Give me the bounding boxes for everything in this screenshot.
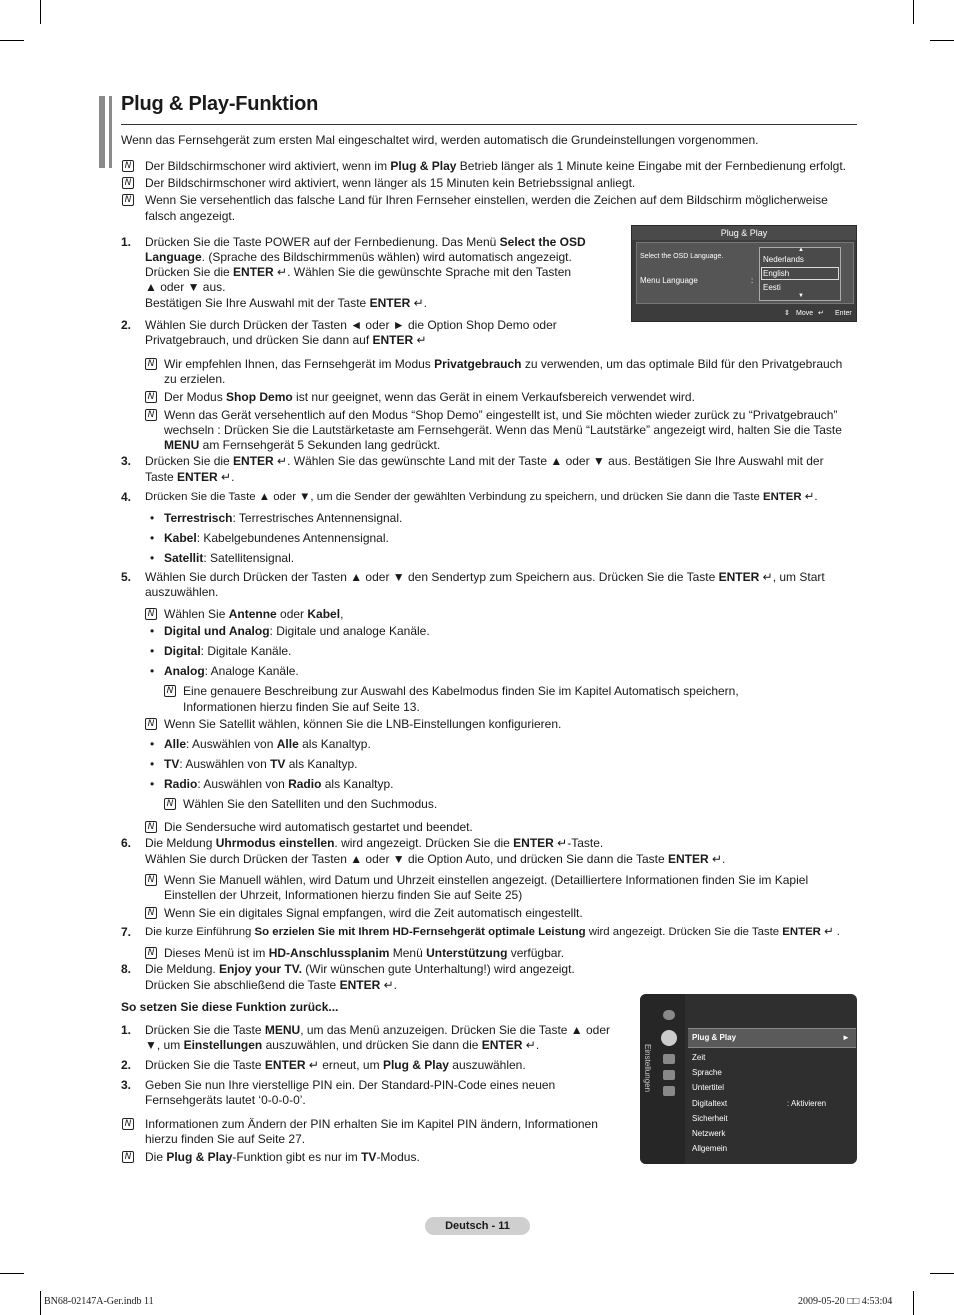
note-icon: N <box>145 907 157 919</box>
picture-icon[interactable] <box>663 1010 675 1020</box>
step-text: Die Meldung. Enjoy your TV. (Wir wünschen gute Unterhaltung!) wird angezeigt. <box>145 962 575 976</box>
step-number: 1. <box>121 235 132 249</box>
note-text: Wählen Sie den Satelliten und den Suchmodus. <box>183 797 438 811</box>
step-number: 6. <box>121 836 132 850</box>
support-icon[interactable] <box>663 1086 675 1096</box>
note-icon: N <box>122 177 134 189</box>
enter-key-icon: ↵ <box>708 852 723 866</box>
page-number-badge: Deutsch - 11 <box>425 1217 530 1235</box>
step-number: 1. <box>121 1023 132 1037</box>
step-text: Taste ENTER ↵. <box>145 470 235 484</box>
note-icon: N <box>145 874 157 886</box>
note-icon: N <box>122 194 134 206</box>
step-text: Die kurze Einführung So erzielen Sie mit Ihrem HD-Fernsehgerät optimale Leistung wird angezeigt. Drücken Sie die Taste ENTER ↵ . <box>145 926 840 938</box>
enter-key-icon: ↵ <box>759 570 773 584</box>
bullet-text: Satellit: Satellitensignal. <box>164 551 295 565</box>
note-text: Wenn Sie ein digitales Signal empfangen, wird die Zeit automatisch eingestellt. <box>164 906 583 920</box>
note-text: Der Modus Shop Demo ist nur geeignet, wenn das Gerät in einem Verkaufsbereich verwendet wird. <box>164 390 695 404</box>
note-text: wechseln : Drücken Sie die Lautstärketaste am Fernsehgerät. Wenn das Menü “Lautstärke” angezeigt wird, halten Sie die Taste <box>164 423 842 437</box>
note-text: Die Sendersuche wird automatisch gestartet und beendet. <box>164 820 473 834</box>
crop-mark <box>40 1291 41 1315</box>
bullet-icon: • <box>150 737 155 751</box>
note-icon: N <box>164 798 176 810</box>
step-text: Privatgebrauch, und drücken Sie dann auf ENTER ↵ <box>145 333 427 347</box>
enter-key-icon: ↵ <box>305 1058 319 1072</box>
step-number: 2. <box>121 1058 132 1072</box>
step-text: Die Meldung Uhrmodus einstellen. wird angezeigt. Drücken Sie die ENTER ↵-Taste. <box>145 836 604 850</box>
crop-mark <box>0 40 24 41</box>
note-text: MENU am Fernsehgerät 5 Sekunden lang gedrückt. <box>164 438 441 452</box>
step-text: Wählen Sie durch Drücken der Tasten ▲ oder ▼ die Option Auto, und drücken Sie dann die Taste ENTER ↵. <box>145 852 726 866</box>
note-icon: N <box>122 1151 134 1163</box>
osd-language-menu <box>631 225 857 322</box>
step-text: Geben Sie nun Ihre vierstellige PIN ein. Der Standard-PIN-Code eines neuen <box>145 1078 556 1092</box>
step-text: Drücken Sie abschließend die Taste ENTER ↵. <box>145 978 397 992</box>
note-icon: N <box>145 821 157 833</box>
enter-key-icon: ↵ <box>273 265 288 279</box>
enter-key-icon: ↵ <box>553 836 568 850</box>
enter-key-icon: ↵ <box>273 454 288 468</box>
note-text: Einstellen der Uhrzeit, Informationen hierzu finden Sie auf Seite 25) <box>164 888 523 902</box>
bullet-icon: • <box>150 664 155 678</box>
note-icon: N <box>122 160 134 172</box>
osd-option-selected[interactable]: English <box>763 269 790 278</box>
step-text: Drücken Sie die ENTER ↵. Wählen Sie das gewünschte Land mit der Taste ▲ oder ▼ aus. Bestätigen Sie Ihre Auswahl mit der <box>145 454 824 468</box>
step-text: Drücken Sie die Taste ENTER ↵ erneut, um Plug & Play auszuwählen. <box>145 1058 526 1072</box>
note-icon: N <box>122 1118 134 1130</box>
step-number: 4. <box>121 490 132 504</box>
osd-menu-item[interactable]: Sprache <box>692 1068 722 1077</box>
osd-menu-item[interactable]: Netzwerk <box>692 1129 726 1138</box>
note-text: Dieses Menü ist im HD-Anschlussplanim Menü Unterstützung verfügbar. <box>164 946 565 960</box>
page-title: Plug & Play-Funktion <box>121 93 319 115</box>
bullet-icon: • <box>150 551 155 565</box>
osd-menu-item[interactable]: Allgemein <box>692 1144 728 1153</box>
osd-header: Plug & Play <box>632 226 856 240</box>
note-icon: N <box>145 409 157 421</box>
bullet-icon: • <box>150 511 155 525</box>
osd-menu-item[interactable]: Sicherheit <box>692 1114 728 1123</box>
title-accent-bar <box>109 96 112 168</box>
note-icon: N <box>145 391 157 403</box>
bullet-icon: • <box>150 644 155 658</box>
osd-menu-item-selected[interactable]: Plug & Play <box>692 1033 737 1042</box>
title-accent-bar <box>99 96 105 168</box>
step-number: 7. <box>121 925 132 939</box>
note-icon: N <box>164 685 176 697</box>
section-heading: So setzen Sie diese Funktion zurück... <box>121 1000 339 1014</box>
enter-key-icon: ↵ <box>380 978 394 992</box>
move-icon: ⇕ <box>784 310 790 317</box>
bullet-text: Digital und Analog: Digitale und analoge Kanäle. <box>164 624 430 638</box>
bullet-icon: • <box>150 777 155 791</box>
footer-date: 2009-05-20 □□ 4:53:04 <box>798 1296 893 1307</box>
footer-file: BN68-02147A-Ger.indb 11 <box>44 1296 154 1307</box>
arrow-down-icon: ▼ <box>798 293 804 299</box>
bullet-text: Kabel: Kabelgebundenes Antennensignal. <box>164 531 389 545</box>
osd-colon: : <box>751 276 754 285</box>
input-icon[interactable] <box>663 1054 675 1064</box>
step-text: ▲ oder ▼ aus. <box>145 280 226 294</box>
note-text: Wir empfehlen Ihnen, das Fernsehgerät im Modus Privatgebrauch zu verwenden, um das optimale Bild für den Privatgebrauch <box>164 357 843 371</box>
bullet-icon: • <box>150 531 155 545</box>
crop-mark <box>913 0 914 24</box>
osd-option[interactable]: Eesti <box>763 283 781 292</box>
step-number: 5. <box>121 570 132 584</box>
note-text: Wenn Sie versehentlich das falsche Land für Ihren Fernseher einstellen, werden die Zeichen auf dem Bildschirm möglicherweise <box>145 193 828 207</box>
bullet-text: Analog: Analoge Kanäle. <box>164 664 299 678</box>
osd-menu-item[interactable]: Untertitel <box>692 1083 725 1092</box>
note-icon: N <box>145 947 157 959</box>
crop-mark <box>0 1273 24 1274</box>
note-text: falsch angezeigt. <box>145 209 236 223</box>
osd-side-label: Einstellungen <box>643 1044 652 1093</box>
step-text: ▼, um Einstellungen auszuwählen, und drücken Sie dann die ENTER ↵. <box>145 1038 540 1052</box>
note-text: Die Plug & Play-Funktion gibt es nur im TV-Modus. <box>145 1150 420 1164</box>
step-text: Wählen Sie durch Drücken der Tasten ▲ oder ▼ den Sendertyp zum Speichern aus. Drücken Sie die Taste ENTER ↵, um Start <box>145 570 825 584</box>
osd-move-label: Move <box>796 310 814 317</box>
step-number: 3. <box>121 454 132 468</box>
enter-key-icon: ↵ <box>410 296 424 310</box>
step-text: Fernsehgeräts lautet ‘0-0-0-0’. <box>145 1093 306 1107</box>
note-text: Der Bildschirmschoner wird aktiviert, wenn länger als 15 Minuten kein Betriebssignal anliegt. <box>145 176 636 190</box>
bullet-text: TV: Auswählen von TV als Kanaltyp. <box>164 757 358 771</box>
step-number: 3. <box>121 1078 132 1092</box>
bullet-icon: • <box>150 757 155 771</box>
note-text: Wenn Sie Manuell wählen, wird Datum und Uhrzeit einstellen angezeigt. (Detailliertere Informationen finden Sie im Kapiel <box>164 873 809 887</box>
enter-key-icon: ↵ <box>801 491 815 503</box>
crop-mark <box>930 1273 954 1274</box>
note-text: Der Bildschirmschoner wird aktiviert, wenn im Plug & Play Betrieb länger als 1 Minute keine Eingabe mit der Fernbedienung erfolgt. <box>145 159 847 173</box>
arrow-up-icon: ▲ <box>798 247 804 253</box>
step-text: Wählen Sie durch Drücken der Tasten ◄ oder ► die Option Shop Demo oder <box>145 318 557 332</box>
osd-option[interactable]: Nederlands <box>763 255 804 264</box>
step-text: Drücken Sie die Taste ▲ oder ▼, um die Sender der gewählten Verbindung zu speichern, und drücken Sie dann die Taste ENTER ↵. <box>145 491 818 503</box>
note-text: Wenn das Gerät versehentlich auf den Modus “Shop Demo” eingestellt ist, und Sie möchten wieder zurück zu “Privatgebrauch” <box>164 408 838 422</box>
bullet-text: Radio: Auswählen von Radio als Kanaltyp. <box>164 777 394 791</box>
note-icon: N <box>145 608 157 620</box>
note-text: Wählen Sie Antenne oder Kabel, <box>164 607 344 621</box>
note-text: Eine genauere Beschreibung zur Auswahl des Kabelmodus finden Sie im Kapitel Automatisch speichern, <box>183 684 739 698</box>
bullet-text: Digital: Digitale Kanäle. <box>164 644 292 658</box>
bullet-icon: • <box>150 624 155 638</box>
osd-menu-item[interactable]: Digitaltext <box>692 1099 728 1108</box>
note-text: Wenn Sie Satellit wählen, können Sie die LNB-Einstellungen konfigurieren. <box>164 717 562 731</box>
step-number: 2. <box>121 318 132 332</box>
crop-mark <box>913 1291 914 1315</box>
note-icon: N <box>145 358 157 370</box>
application-icon[interactable] <box>663 1070 675 1080</box>
crop-mark <box>40 0 41 24</box>
step-text: Drücken Sie die ENTER ↵. Wählen Sie die gewünschte Sprache mit den Tasten <box>145 265 572 279</box>
chevron-right-icon: ► <box>842 1033 850 1042</box>
osd-prompt: Select the OSD Language. <box>640 253 724 260</box>
step-text: Bestätigen Sie Ihre Auswahl mit der Taste ENTER ↵. <box>145 296 427 310</box>
note-text: zu erzielen. <box>164 372 226 386</box>
enter-key-icon: ↵ <box>413 333 427 347</box>
osd-item-value: : Aktivieren <box>787 1099 827 1108</box>
note-text: Informationen hierzu finden Sie auf Seite 13. <box>183 700 420 714</box>
bullet-text: Terrestrisch: Terrestrisches Antennensignal. <box>164 511 403 525</box>
bullet-text: Alle: Auswählen von Alle als Kanaltyp. <box>164 737 371 751</box>
note-text: Informationen zum Ändern der PIN erhalten Sie im Kapitel PIN ändern, Informationen <box>145 1117 598 1131</box>
enter-key-icon: ↵ <box>820 926 834 938</box>
step-text: auszuwählen. <box>145 585 219 599</box>
note-icon: N <box>145 718 157 730</box>
osd-sidebar <box>640 994 685 1164</box>
step-text: Drücken Sie die Taste MENU, um das Menü anzuzeigen. Drücken Sie die Taste ▲ oder <box>145 1023 611 1037</box>
osd-panel <box>636 242 854 304</box>
osd-menu-item[interactable]: Zeit <box>692 1053 706 1062</box>
osd-label: Menu Language <box>640 276 698 285</box>
osd-language-list[interactable] <box>759 247 841 301</box>
osd-enter-label: Enter <box>835 310 852 317</box>
crop-mark <box>930 40 954 41</box>
title-divider <box>121 124 857 125</box>
enter-key-icon: ↵ <box>522 1038 536 1052</box>
note-text: hierzu finden Sie auf Seite 27. <box>145 1132 306 1146</box>
step-text: Language. (Sprache des Bildschirmmenüs wählen) wird automatisch angezeigt. <box>145 250 572 264</box>
enter-key-icon: ↵ <box>217 470 232 484</box>
enter-icon: ↵ <box>818 310 824 317</box>
step-number: 8. <box>121 962 132 976</box>
step-text: Drücken Sie die Taste POWER auf der Fernbedienung. Das Menü Select the OSD <box>145 235 586 249</box>
gear-icon[interactable] <box>661 1030 677 1046</box>
osd-settings-menu <box>640 994 857 1164</box>
intro-text: Wenn das Fernsehgerät zum ersten Mal eingeschaltet wird, werden automatisch die Grundeinstellungen vorgenommen. <box>121 133 759 147</box>
